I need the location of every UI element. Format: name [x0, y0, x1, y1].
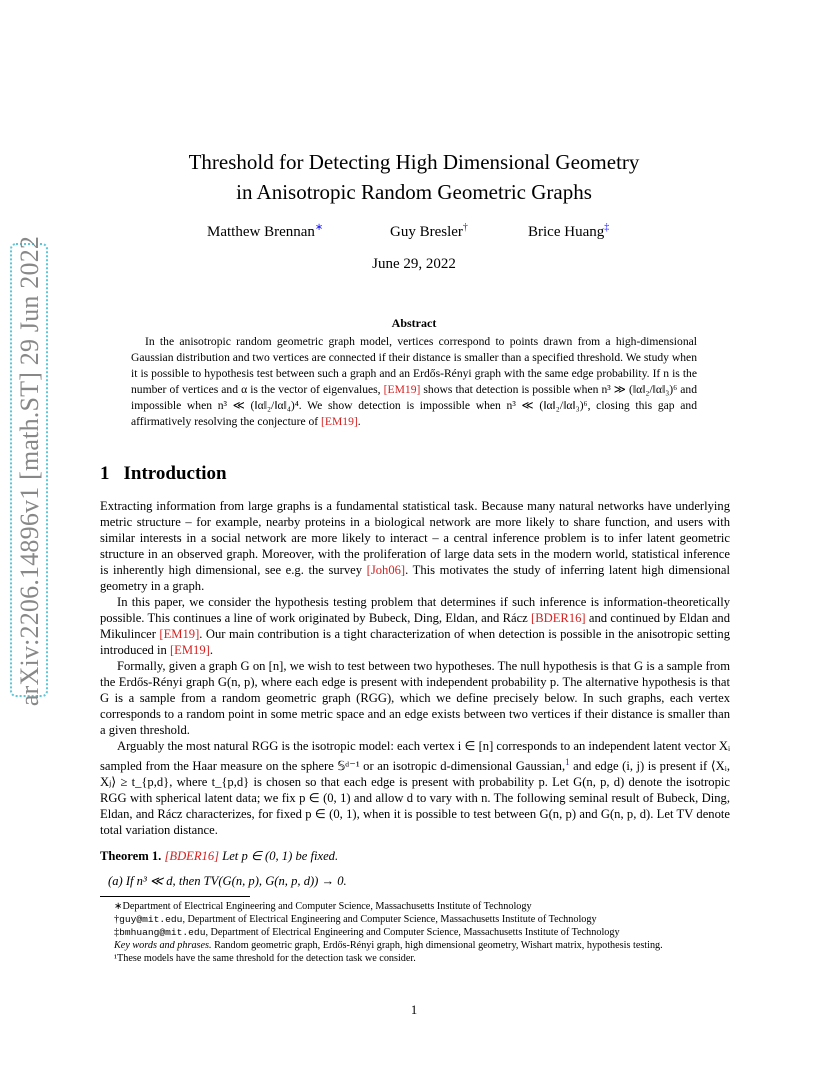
paragraph-text: . Our main contribution is a tight characterization of when detection is possible in the anisotropic setting introduced in — [100, 627, 730, 657]
section-title: Introduction — [123, 463, 227, 484]
abstract-body — [131, 334, 697, 430]
paragraph-text: and edge (i, j) is present if ⟨Xᵢ, Xⱼ⟩ ≥ t_{p,d}, where t_{p,d} is chosen so that each edge is present with probability p. Let G(n, p, d) denote the isotropic RGG with spherical latent data; we fix p ∈ (0, 1) and allow d to vary with n. The following seminal result of Bubeck, Ding, Eldan, and Rácz characterizes, for fixed p ∈ (0, 1), when it is possible to test between G(n, p) and G(n, p, d). Let TV denote total variation distance. — [100, 759, 730, 838]
citation-link[interactable]: [BDER16] — [164, 849, 220, 863]
footnote-affiliation-1: ∗Department of Electrical Engineering and Computer Science, Massachusetts Institute of Technology — [114, 901, 532, 912]
keywords-text: Random geometric graph, Erdős-Rényi graph, high dimensional geometry, Wishart matrix, hypothesis testing. — [211, 940, 663, 951]
abstract-paragraph — [131, 334, 697, 430]
citation-link[interactable]: [EM19] — [159, 627, 200, 641]
paragraph-text: Arguably the most natural RGG is the isotropic model: each vertex i ∈ [n] corresponds to an independent latent vector Xᵢ sampled from the Haar measure on the sphere 𝕊ᵈ⁻¹ or an isotropic d-dimensional Gaussian, — [100, 739, 730, 774]
footnote-affiliation-2 — [100, 913, 730, 926]
theorem-item-a: (a) If n³ ≪ d, then TV(G(n, p), G(n, p, d)) → 0. — [108, 874, 347, 888]
page-number: 1 — [410, 1003, 418, 1017]
footnote-divider — [100, 896, 250, 897]
section-number: 1 — [100, 463, 110, 484]
paragraph-text: Extracting information from large graphs is a fundamental statistical task. Because many natural networks have underlying metric structure – for example, nearby proteins in a biological network are more likely to share function, and users with similar interests in a social network are more likely to interact – a central inference problem is to infer latent geometric structure in an observed graph. Moreover, with the proliferation of large data sets in the modern world, statistical inference is inherently high dimensional, see e.g. the survey — [100, 499, 730, 577]
footnote-reference[interactable]: 1 — [565, 757, 570, 767]
footnote-text: , Department of Electrical Engineering and Computer Science, Massachusetts Institute of Technology — [205, 927, 620, 938]
footnote-mark: † — [114, 914, 120, 925]
paragraph-text: and continued by Eldan and Mikulincer — [100, 611, 730, 641]
theorem-label: Theorem 1. — [100, 849, 162, 863]
arxiv-identifier[interactable]: arXiv:2206.14896v1 [math.ST] 29 Jun 2022 — [15, 235, 44, 707]
title-line-1: Threshold for Detecting High Dimensional Geometry — [188, 150, 640, 174]
abstract-text: . — [357, 415, 361, 428]
citation-link[interactable]: [EM19] — [383, 383, 421, 396]
author-footnote-mark[interactable]: † — [462, 222, 468, 233]
email-link[interactable]: bmhuang@mit.edu — [119, 927, 206, 938]
theorem-text: Let p ∈ (0, 1) be fixed. — [219, 849, 339, 863]
abstract-heading: Abstract — [391, 316, 437, 330]
paper-title — [0, 147, 828, 207]
footnote-1: ¹These models have the same threshold for the detection task we consider. — [114, 953, 416, 964]
publication-date: June 29, 2022 — [372, 256, 456, 272]
citation-link[interactable]: [BDER16] — [531, 611, 586, 625]
paragraph-2 — [100, 594, 730, 658]
paragraph-1 — [100, 498, 730, 594]
footnote-keywords — [100, 939, 730, 952]
arxiv-side-stamp — [10, 235, 50, 707]
author-name: Guy Bresler — [390, 224, 463, 240]
footnote-text: , Department of Electrical Engineering and Computer Science, Massachusetts Institute of Technology — [182, 914, 597, 925]
author-name: Matthew Brennan — [207, 224, 315, 240]
citation-link[interactable]: [Joh06] — [366, 563, 406, 577]
abstract-text: shows that detection is possible when n³ ≫ (‖α‖₂/‖α‖₃)⁶ and impossible when n³ ≪ (‖α‖₂/‖α‖₄)⁴. We show detection is impossible when n³ ≪ (‖α‖₂/‖α‖₃)⁶, closing this gap and affirmatively resolving the conjecture of — [131, 383, 697, 428]
citation-link[interactable]: [EM19] — [321, 415, 358, 428]
footnotes — [100, 900, 730, 965]
author-footnote-mark[interactable]: ∗ — [314, 222, 324, 233]
paragraph-text: . This motivates the study of inferring latent high dimensional geometry in a graph. — [100, 563, 731, 593]
abstract-text: In the anisotropic random geometric graph model, vertices correspond to points drawn from a high-dimensional Gaussian distribution and two vertices are connected if their distance is smaller than a specified threshold. We study when it is possible to hypothesis test between such a graph and an Erdős-Rényi graph with the same edge probability. If n is the number of vertices and α is the vector of eigenvalues, — [131, 335, 697, 396]
paragraph-4 — [100, 738, 730, 838]
paragraph-text: . — [209, 643, 213, 657]
email-link[interactable]: guy@mit.edu — [119, 914, 183, 925]
theorem-statement — [100, 848, 730, 864]
author-name: Brice Huang — [528, 224, 605, 240]
author-footnote-mark[interactable]: ‡ — [604, 222, 610, 233]
section-body — [100, 498, 730, 838]
author-1 — [207, 222, 323, 241]
footnote-mark: ‡ — [114, 927, 120, 938]
author-2 — [390, 222, 468, 241]
citation-link[interactable]: [EM19] — [169, 643, 210, 657]
paragraph-text: In this paper, we consider the hypothesis testing problem that determines if such inference is information-theoretically possible. This continues a line of work originated by Bubeck, Ding, Eldan, and Rácz — [100, 595, 730, 625]
footnote-affiliation-3 — [100, 926, 730, 939]
paragraph-3: Formally, given a graph G on [n], we wish to test between two hypotheses. The null hypothesis is that G is a sample from the Erdős-Rényi graph G(n, p), where each edge is present with independent probability p. The alternative hypothesis is that G is a sample from a random geometric graph (RGG), which we define precisely below. In such graphs, each vertex corresponds to a random point in some metric space and an edge exists between two vertices if their distance is smaller than a given threshold. — [100, 659, 730, 737]
author-3 — [528, 222, 609, 241]
section-heading — [100, 463, 227, 485]
keywords-label: Key words and phrases. — [114, 940, 212, 951]
title-line-2: in Anisotropic Random Geometric Graphs — [236, 180, 592, 204]
